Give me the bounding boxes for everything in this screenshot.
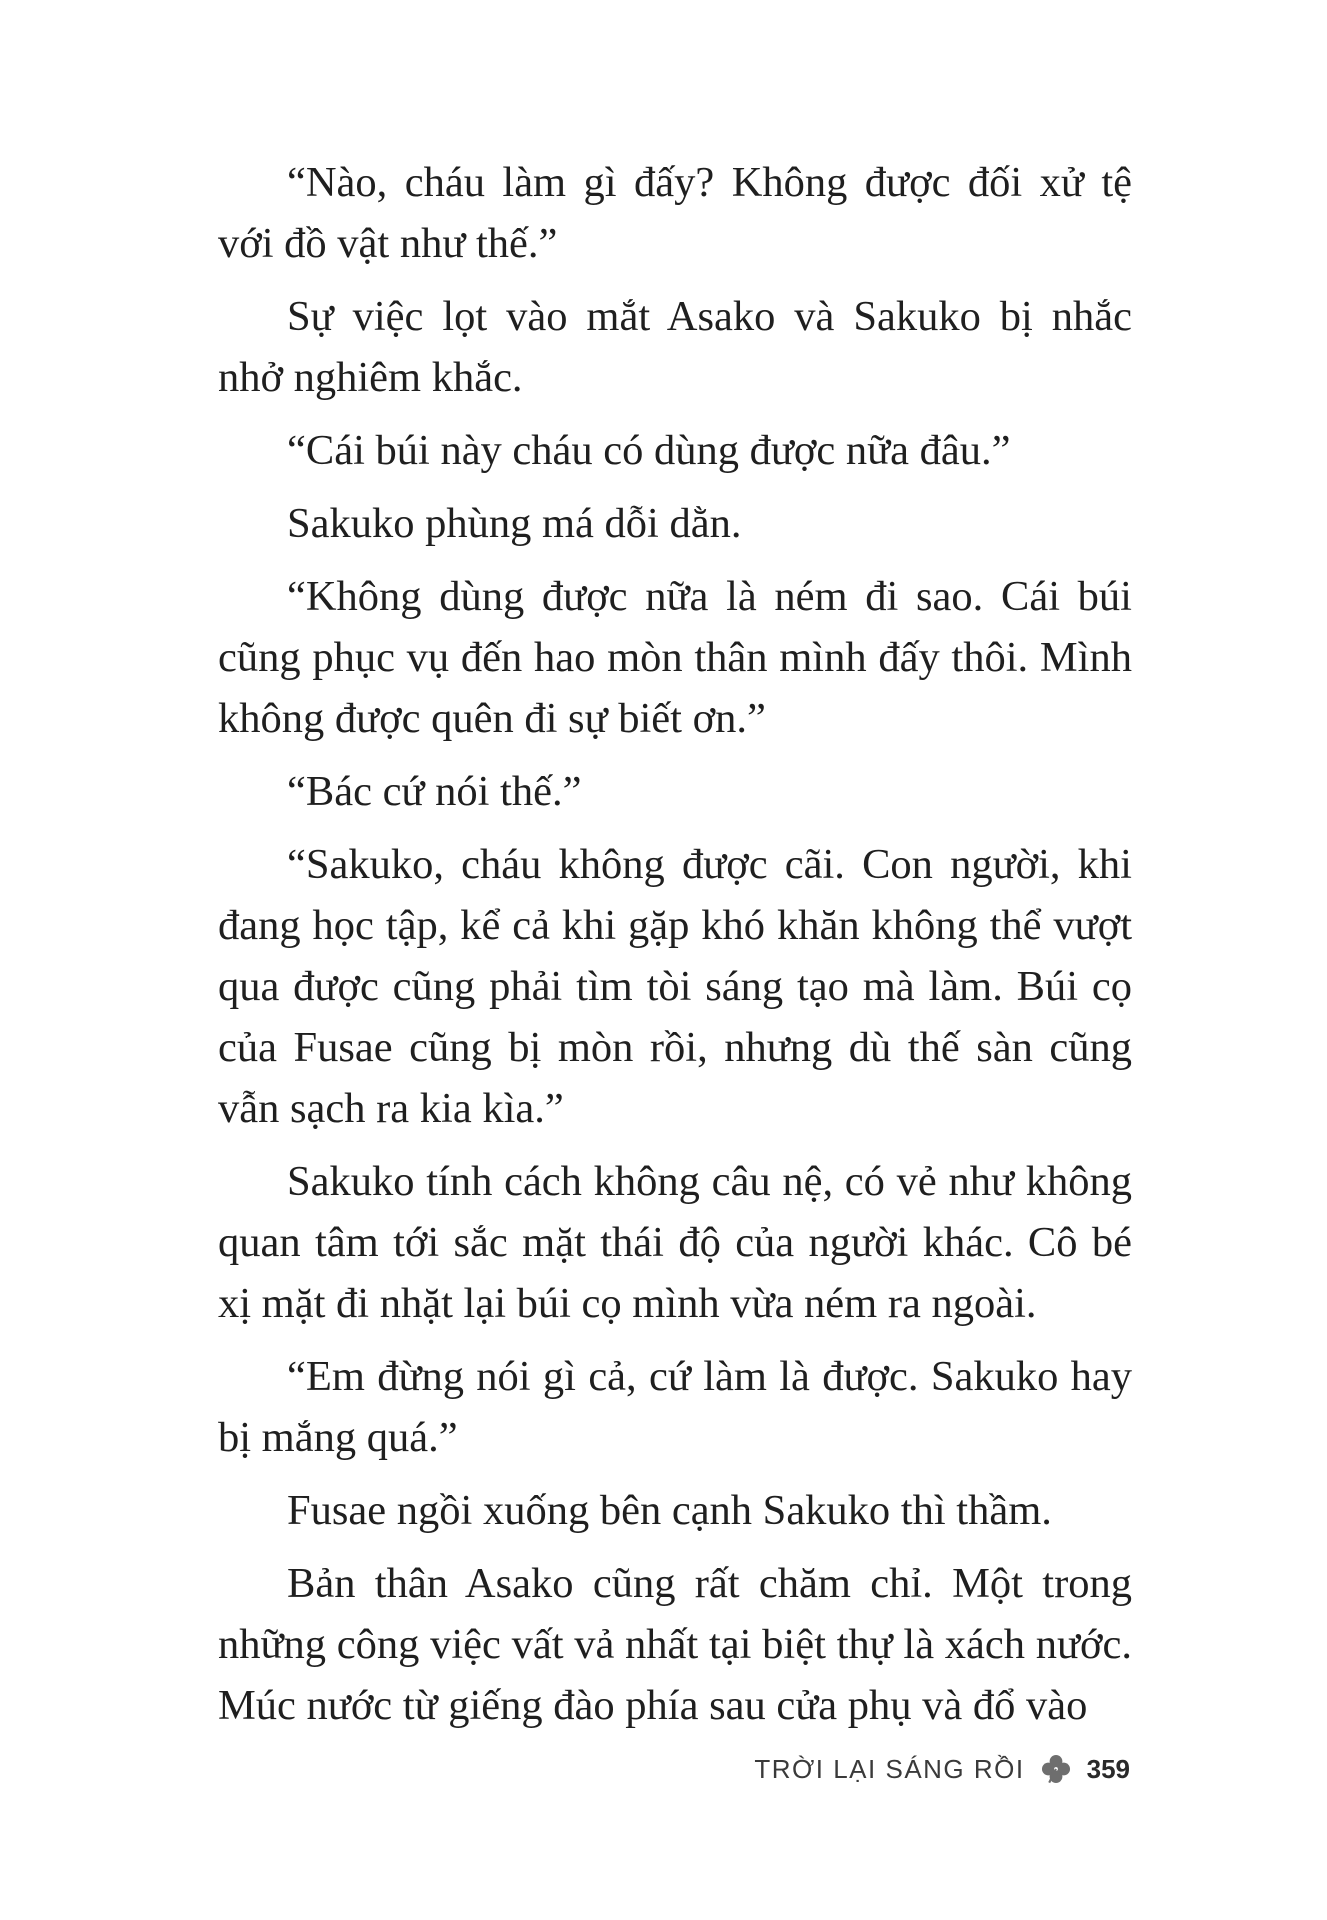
page-footer xyxy=(0,1752,1130,1786)
page-number: 359 xyxy=(1086,1753,1130,1784)
paragraph: “Em đừng nói gì cả, cứ làm là được. Sakuko hay bị mắng quá.” xyxy=(218,1353,1132,1461)
paragraph: Bản thân Asako cũng rất chăm chỉ. Một trong những công việc vất vả nhất tại biệt thự là xách nước. Múc nước từ giếng đào phía sau cửa phụ và đổ vào xyxy=(218,1560,1132,1729)
paragraph: “Cái búi này cháu có dùng được nữa đâu.” xyxy=(287,427,1011,474)
paragraph: Sakuko phùng má dỗi dằn. xyxy=(287,500,742,547)
paragraph: “Bác cứ nói thế.” xyxy=(287,768,582,815)
paragraph: “Không dùng được nữa là ném đi sao. Cái búi cũng phục vụ đến hao mòn thân mình đấy thôi. Mình không được quên đi sự biết ơn.” xyxy=(218,573,1132,742)
paragraph: “Nào, cháu làm gì đấy? Không được đối xử tệ với đồ vật như thế.” xyxy=(218,159,1132,267)
paragraph: “Sakuko, cháu không được cãi. Con người, khi đang học tập, kể cả khi gặp khó khăn không thể vượt qua được cũng phải tìm tòi sáng tạo mà làm. Búi cọ của Fusae cũng bị mòn rồi, nhưng dù thế sàn cũng vẫn sạch ra kia kìa.” xyxy=(218,841,1132,1132)
paragraph: Sự việc lọt vào mắt Asako và Sakuko bị nhắc nhở nghiêm khắc. xyxy=(218,293,1132,401)
paragraph: Sakuko tính cách không câu nệ, có vẻ như không quan tâm tới sắc mặt thái độ của người khác. Cô bé xị mặt đi nhặt lại búi cọ mình vừa ném ra ngoài. xyxy=(218,1158,1132,1327)
running-title: TRỜI LẠI SÁNG RỒI xyxy=(754,1753,1025,1784)
paragraph: Fusae ngồi xuống bên cạnh Sakuko thì thầm. xyxy=(287,1487,1052,1534)
body-text xyxy=(218,152,1132,1748)
clover-icon xyxy=(1039,1752,1073,1786)
